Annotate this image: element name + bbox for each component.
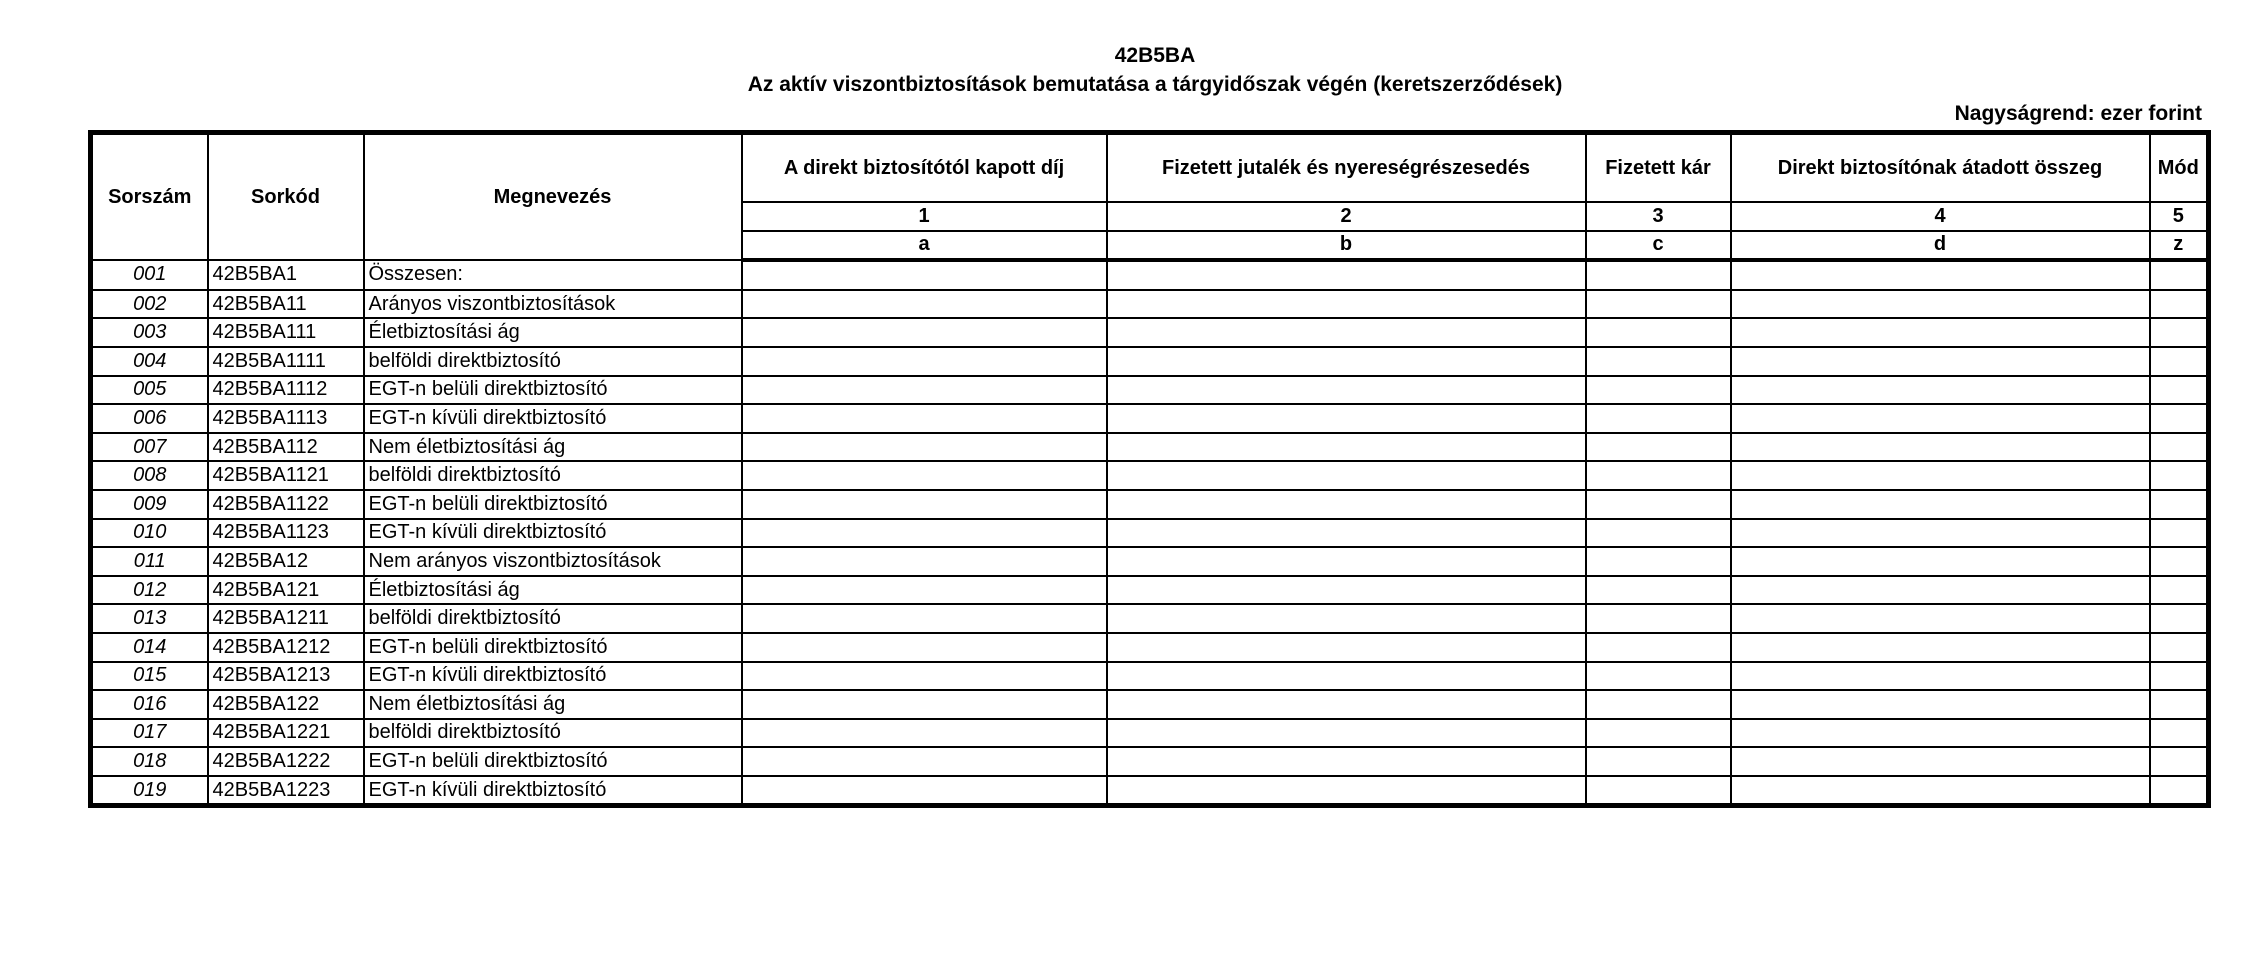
col-number-3: 3 bbox=[1586, 202, 1731, 231]
table-row bbox=[91, 690, 2209, 719]
value-cell-b[interactable] bbox=[1107, 604, 1586, 633]
col-code-c: c bbox=[1586, 231, 1731, 261]
header-col-2: Fizetett jutalék és nyereségrészesedés bbox=[1107, 133, 1586, 203]
value-cell-d[interactable] bbox=[1731, 604, 2150, 633]
value-cell-a[interactable] bbox=[742, 490, 1107, 519]
table-row bbox=[91, 719, 2209, 748]
value-cell-c[interactable] bbox=[1586, 576, 1731, 605]
value-cell-b[interactable] bbox=[1107, 376, 1586, 405]
col-number-5: 5 bbox=[2150, 202, 2209, 231]
table-row bbox=[91, 260, 2209, 290]
col-code-a: a bbox=[742, 231, 1107, 261]
row-number: 007 bbox=[91, 433, 208, 462]
value-cell-d[interactable] bbox=[1731, 719, 2150, 748]
header-col-5: Mód bbox=[2150, 133, 2209, 203]
table-row bbox=[91, 461, 2209, 490]
row-number: 014 bbox=[91, 633, 208, 662]
row-name: EGT-n kívüli direktbiztosító bbox=[364, 404, 742, 433]
value-cell-z[interactable] bbox=[2150, 719, 2209, 748]
value-cell-z[interactable] bbox=[2150, 576, 2209, 605]
value-cell-c[interactable] bbox=[1586, 461, 1731, 490]
value-cell-a[interactable] bbox=[742, 404, 1107, 433]
row-number: 008 bbox=[91, 461, 208, 490]
value-cell-d[interactable] bbox=[1731, 376, 2150, 405]
value-cell-c[interactable] bbox=[1586, 776, 1731, 806]
table-row bbox=[91, 433, 2209, 462]
header-sorszam: Sorszám bbox=[91, 133, 208, 261]
value-cell-d[interactable] bbox=[1731, 776, 2150, 806]
value-cell-a[interactable] bbox=[742, 260, 1107, 290]
value-cell-a[interactable] bbox=[742, 690, 1107, 719]
value-cell-a[interactable] bbox=[742, 347, 1107, 376]
row-code: 42B5BA1113 bbox=[208, 404, 364, 433]
value-cell-z[interactable] bbox=[2150, 376, 2209, 405]
value-cell-c[interactable] bbox=[1586, 433, 1731, 462]
row-code: 42B5BA122 bbox=[208, 690, 364, 719]
value-cell-b[interactable] bbox=[1107, 347, 1586, 376]
form-title: Az aktív viszontbiztosítások bemutatása a tárgyidőszak végén (keretszerződések) bbox=[747, 73, 1563, 96]
row-code: 42B5BA1121 bbox=[208, 461, 364, 490]
table-row bbox=[91, 633, 2209, 662]
value-cell-z[interactable] bbox=[2150, 690, 2209, 719]
value-cell-a[interactable] bbox=[742, 318, 1107, 347]
header-col-4: Direkt biztosítónak átadott összeg bbox=[1731, 133, 2150, 203]
value-cell-c[interactable] bbox=[1586, 547, 1731, 576]
value-cell-d[interactable] bbox=[1731, 576, 2150, 605]
table-row bbox=[91, 604, 2209, 633]
row-number: 013 bbox=[91, 604, 208, 633]
row-number: 019 bbox=[91, 776, 208, 806]
value-cell-b[interactable] bbox=[1107, 260, 1586, 290]
value-cell-z[interactable] bbox=[2150, 461, 2209, 490]
row-name: Összesen: bbox=[364, 260, 742, 290]
value-cell-a[interactable] bbox=[742, 461, 1107, 490]
value-cell-c[interactable] bbox=[1586, 318, 1731, 347]
form-code: 42B5BA bbox=[1114, 44, 1196, 67]
header-col-3: Fizetett kár bbox=[1586, 133, 1731, 203]
value-cell-a[interactable] bbox=[742, 519, 1107, 548]
row-number: 015 bbox=[91, 662, 208, 691]
row-number: 006 bbox=[91, 404, 208, 433]
value-cell-z[interactable] bbox=[2150, 433, 2209, 462]
value-cell-d[interactable] bbox=[1731, 490, 2150, 519]
value-cell-c[interactable] bbox=[1586, 747, 1731, 776]
value-cell-b[interactable] bbox=[1107, 633, 1586, 662]
value-cell-a[interactable] bbox=[742, 776, 1107, 806]
value-cell-d[interactable] bbox=[1731, 690, 2150, 719]
row-code: 42B5BA1 bbox=[208, 260, 364, 290]
row-name: belföldi direktbiztosító bbox=[364, 604, 742, 633]
row-code: 42B5BA111 bbox=[208, 318, 364, 347]
value-cell-a[interactable] bbox=[742, 604, 1107, 633]
row-name: belföldi direktbiztosító bbox=[364, 719, 742, 748]
value-cell-c[interactable] bbox=[1586, 519, 1731, 548]
value-cell-c[interactable] bbox=[1586, 347, 1731, 376]
row-name: belföldi direktbiztosító bbox=[364, 461, 742, 490]
value-cell-z[interactable] bbox=[2150, 260, 2209, 290]
value-cell-a[interactable] bbox=[742, 290, 1107, 319]
row-name: Életbiztosítási ág bbox=[364, 576, 742, 605]
value-cell-d[interactable] bbox=[1731, 519, 2150, 548]
value-cell-c[interactable] bbox=[1586, 633, 1731, 662]
value-cell-a[interactable] bbox=[742, 633, 1107, 662]
value-cell-d[interactable] bbox=[1731, 747, 2150, 776]
value-cell-d[interactable] bbox=[1731, 290, 2150, 319]
table-row bbox=[91, 490, 2209, 519]
row-name: Nem arányos viszontbiztosítások bbox=[364, 547, 742, 576]
col-code-d: d bbox=[1731, 231, 2150, 261]
value-cell-d[interactable] bbox=[1731, 662, 2150, 691]
value-cell-d[interactable] bbox=[1731, 347, 2150, 376]
row-code: 42B5BA1123 bbox=[208, 519, 364, 548]
value-cell-b[interactable] bbox=[1107, 404, 1586, 433]
row-number: 003 bbox=[91, 318, 208, 347]
value-cell-b[interactable] bbox=[1107, 433, 1586, 462]
row-code: 42B5BA1112 bbox=[208, 376, 364, 405]
header-row bbox=[91, 133, 2209, 203]
row-name: belföldi direktbiztosító bbox=[364, 347, 742, 376]
row-code: 42B5BA12 bbox=[208, 547, 364, 576]
value-cell-c[interactable] bbox=[1586, 662, 1731, 691]
row-code: 42B5BA1222 bbox=[208, 747, 364, 776]
value-cell-d[interactable] bbox=[1731, 547, 2150, 576]
value-cell-z[interactable] bbox=[2150, 290, 2209, 319]
value-cell-d[interactable] bbox=[1731, 318, 2150, 347]
row-code: 42B5BA1111 bbox=[208, 347, 364, 376]
value-cell-d[interactable] bbox=[1731, 461, 2150, 490]
row-name: EGT-n belüli direktbiztosító bbox=[364, 490, 742, 519]
value-cell-b[interactable] bbox=[1107, 519, 1586, 548]
row-code: 42B5BA112 bbox=[208, 433, 364, 462]
value-cell-z[interactable] bbox=[2150, 633, 2209, 662]
table-row bbox=[91, 290, 2209, 319]
row-code: 42B5BA1223 bbox=[208, 776, 364, 806]
row-number: 016 bbox=[91, 690, 208, 719]
value-cell-z[interactable] bbox=[2150, 662, 2209, 691]
col-number-2: 2 bbox=[1107, 202, 1586, 231]
value-cell-z[interactable] bbox=[2150, 519, 2209, 548]
row-number: 017 bbox=[91, 719, 208, 748]
table-row bbox=[91, 376, 2209, 405]
value-cell-d[interactable] bbox=[1731, 433, 2150, 462]
row-name: Nem életbiztosítási ág bbox=[364, 690, 742, 719]
value-cell-b[interactable] bbox=[1107, 719, 1586, 748]
table-row bbox=[91, 576, 2209, 605]
value-cell-d[interactable] bbox=[1731, 404, 2150, 433]
value-cell-b[interactable] bbox=[1107, 776, 1586, 806]
row-code: 42B5BA1221 bbox=[208, 719, 364, 748]
table-row bbox=[91, 347, 2209, 376]
value-cell-a[interactable] bbox=[742, 576, 1107, 605]
value-cell-a[interactable] bbox=[742, 719, 1107, 748]
row-name: EGT-n kívüli direktbiztosító bbox=[364, 662, 742, 691]
col-number-1: 1 bbox=[742, 202, 1107, 231]
row-name: Arányos viszontbiztosítások bbox=[364, 290, 742, 319]
value-cell-b[interactable] bbox=[1107, 662, 1586, 691]
value-cell-b[interactable] bbox=[1107, 290, 1586, 319]
header-megnevezes: Megnevezés bbox=[364, 133, 742, 261]
value-cell-c[interactable] bbox=[1586, 690, 1731, 719]
unit-label: Nagyságrend: ezer forint bbox=[1954, 102, 2202, 125]
row-name: Életbiztosítási ág bbox=[364, 318, 742, 347]
col-number-4: 4 bbox=[1731, 202, 2150, 231]
value-cell-z[interactable] bbox=[2150, 547, 2209, 576]
table-row bbox=[91, 404, 2209, 433]
table-row bbox=[91, 318, 2209, 347]
row-number: 005 bbox=[91, 376, 208, 405]
value-cell-d[interactable] bbox=[1731, 260, 2150, 290]
row-name: EGT-n kívüli direktbiztosító bbox=[364, 776, 742, 806]
value-cell-z[interactable] bbox=[2150, 404, 2209, 433]
table-row bbox=[91, 547, 2209, 576]
col-code-b: b bbox=[1107, 231, 1586, 261]
row-number: 010 bbox=[91, 519, 208, 548]
value-cell-c[interactable] bbox=[1586, 490, 1731, 519]
row-code: 42B5BA11 bbox=[208, 290, 364, 319]
row-number: 004 bbox=[91, 347, 208, 376]
value-cell-c[interactable] bbox=[1586, 260, 1731, 290]
value-cell-z[interactable] bbox=[2150, 490, 2209, 519]
row-number: 001 bbox=[91, 260, 208, 290]
header-sorkod: Sorkód bbox=[208, 133, 364, 261]
value-cell-z[interactable] bbox=[2150, 776, 2209, 806]
value-cell-z[interactable] bbox=[2150, 347, 2209, 376]
value-cell-b[interactable] bbox=[1107, 576, 1586, 605]
value-cell-b[interactable] bbox=[1107, 318, 1586, 347]
value-cell-b[interactable] bbox=[1107, 461, 1586, 490]
value-cell-z[interactable] bbox=[2150, 318, 2209, 347]
row-code: 42B5BA1211 bbox=[208, 604, 364, 633]
value-cell-b[interactable] bbox=[1107, 490, 1586, 519]
table-row bbox=[91, 519, 2209, 548]
row-name: EGT-n belüli direktbiztosító bbox=[364, 376, 742, 405]
row-number: 009 bbox=[91, 490, 208, 519]
row-name: Nem életbiztosítási ág bbox=[364, 433, 742, 462]
row-name: EGT-n kívüli direktbiztosító bbox=[364, 519, 742, 548]
table-row bbox=[91, 747, 2209, 776]
value-cell-c[interactable] bbox=[1586, 376, 1731, 405]
header-col-1: A direkt biztosítótól kapott díj bbox=[742, 133, 1107, 203]
value-cell-b[interactable] bbox=[1107, 747, 1586, 776]
table-row bbox=[91, 662, 2209, 691]
value-cell-c[interactable] bbox=[1586, 719, 1731, 748]
col-code-z: z bbox=[2150, 231, 2209, 261]
row-code: 42B5BA1212 bbox=[208, 633, 364, 662]
row-number: 002 bbox=[91, 290, 208, 319]
row-code: 42B5BA1213 bbox=[208, 662, 364, 691]
value-cell-a[interactable] bbox=[742, 376, 1107, 405]
value-cell-a[interactable] bbox=[742, 547, 1107, 576]
row-code: 42B5BA1122 bbox=[208, 490, 364, 519]
value-cell-z[interactable] bbox=[2150, 747, 2209, 776]
value-cell-a[interactable] bbox=[742, 747, 1107, 776]
value-cell-a[interactable] bbox=[742, 433, 1107, 462]
row-number: 011 bbox=[91, 547, 208, 576]
value-cell-a[interactable] bbox=[742, 662, 1107, 691]
report-table bbox=[88, 130, 2211, 808]
value-cell-b[interactable] bbox=[1107, 547, 1586, 576]
value-cell-d[interactable] bbox=[1731, 633, 2150, 662]
value-cell-z[interactable] bbox=[2150, 604, 2209, 633]
value-cell-c[interactable] bbox=[1586, 404, 1731, 433]
value-cell-c[interactable] bbox=[1586, 604, 1731, 633]
row-number: 018 bbox=[91, 747, 208, 776]
row-number: 012 bbox=[91, 576, 208, 605]
value-cell-c[interactable] bbox=[1586, 290, 1731, 319]
row-code: 42B5BA121 bbox=[208, 576, 364, 605]
value-cell-b[interactable] bbox=[1107, 690, 1586, 719]
row-name: EGT-n belüli direktbiztosító bbox=[364, 747, 742, 776]
table-row bbox=[91, 776, 2209, 806]
row-name: EGT-n belüli direktbiztosító bbox=[364, 633, 742, 662]
